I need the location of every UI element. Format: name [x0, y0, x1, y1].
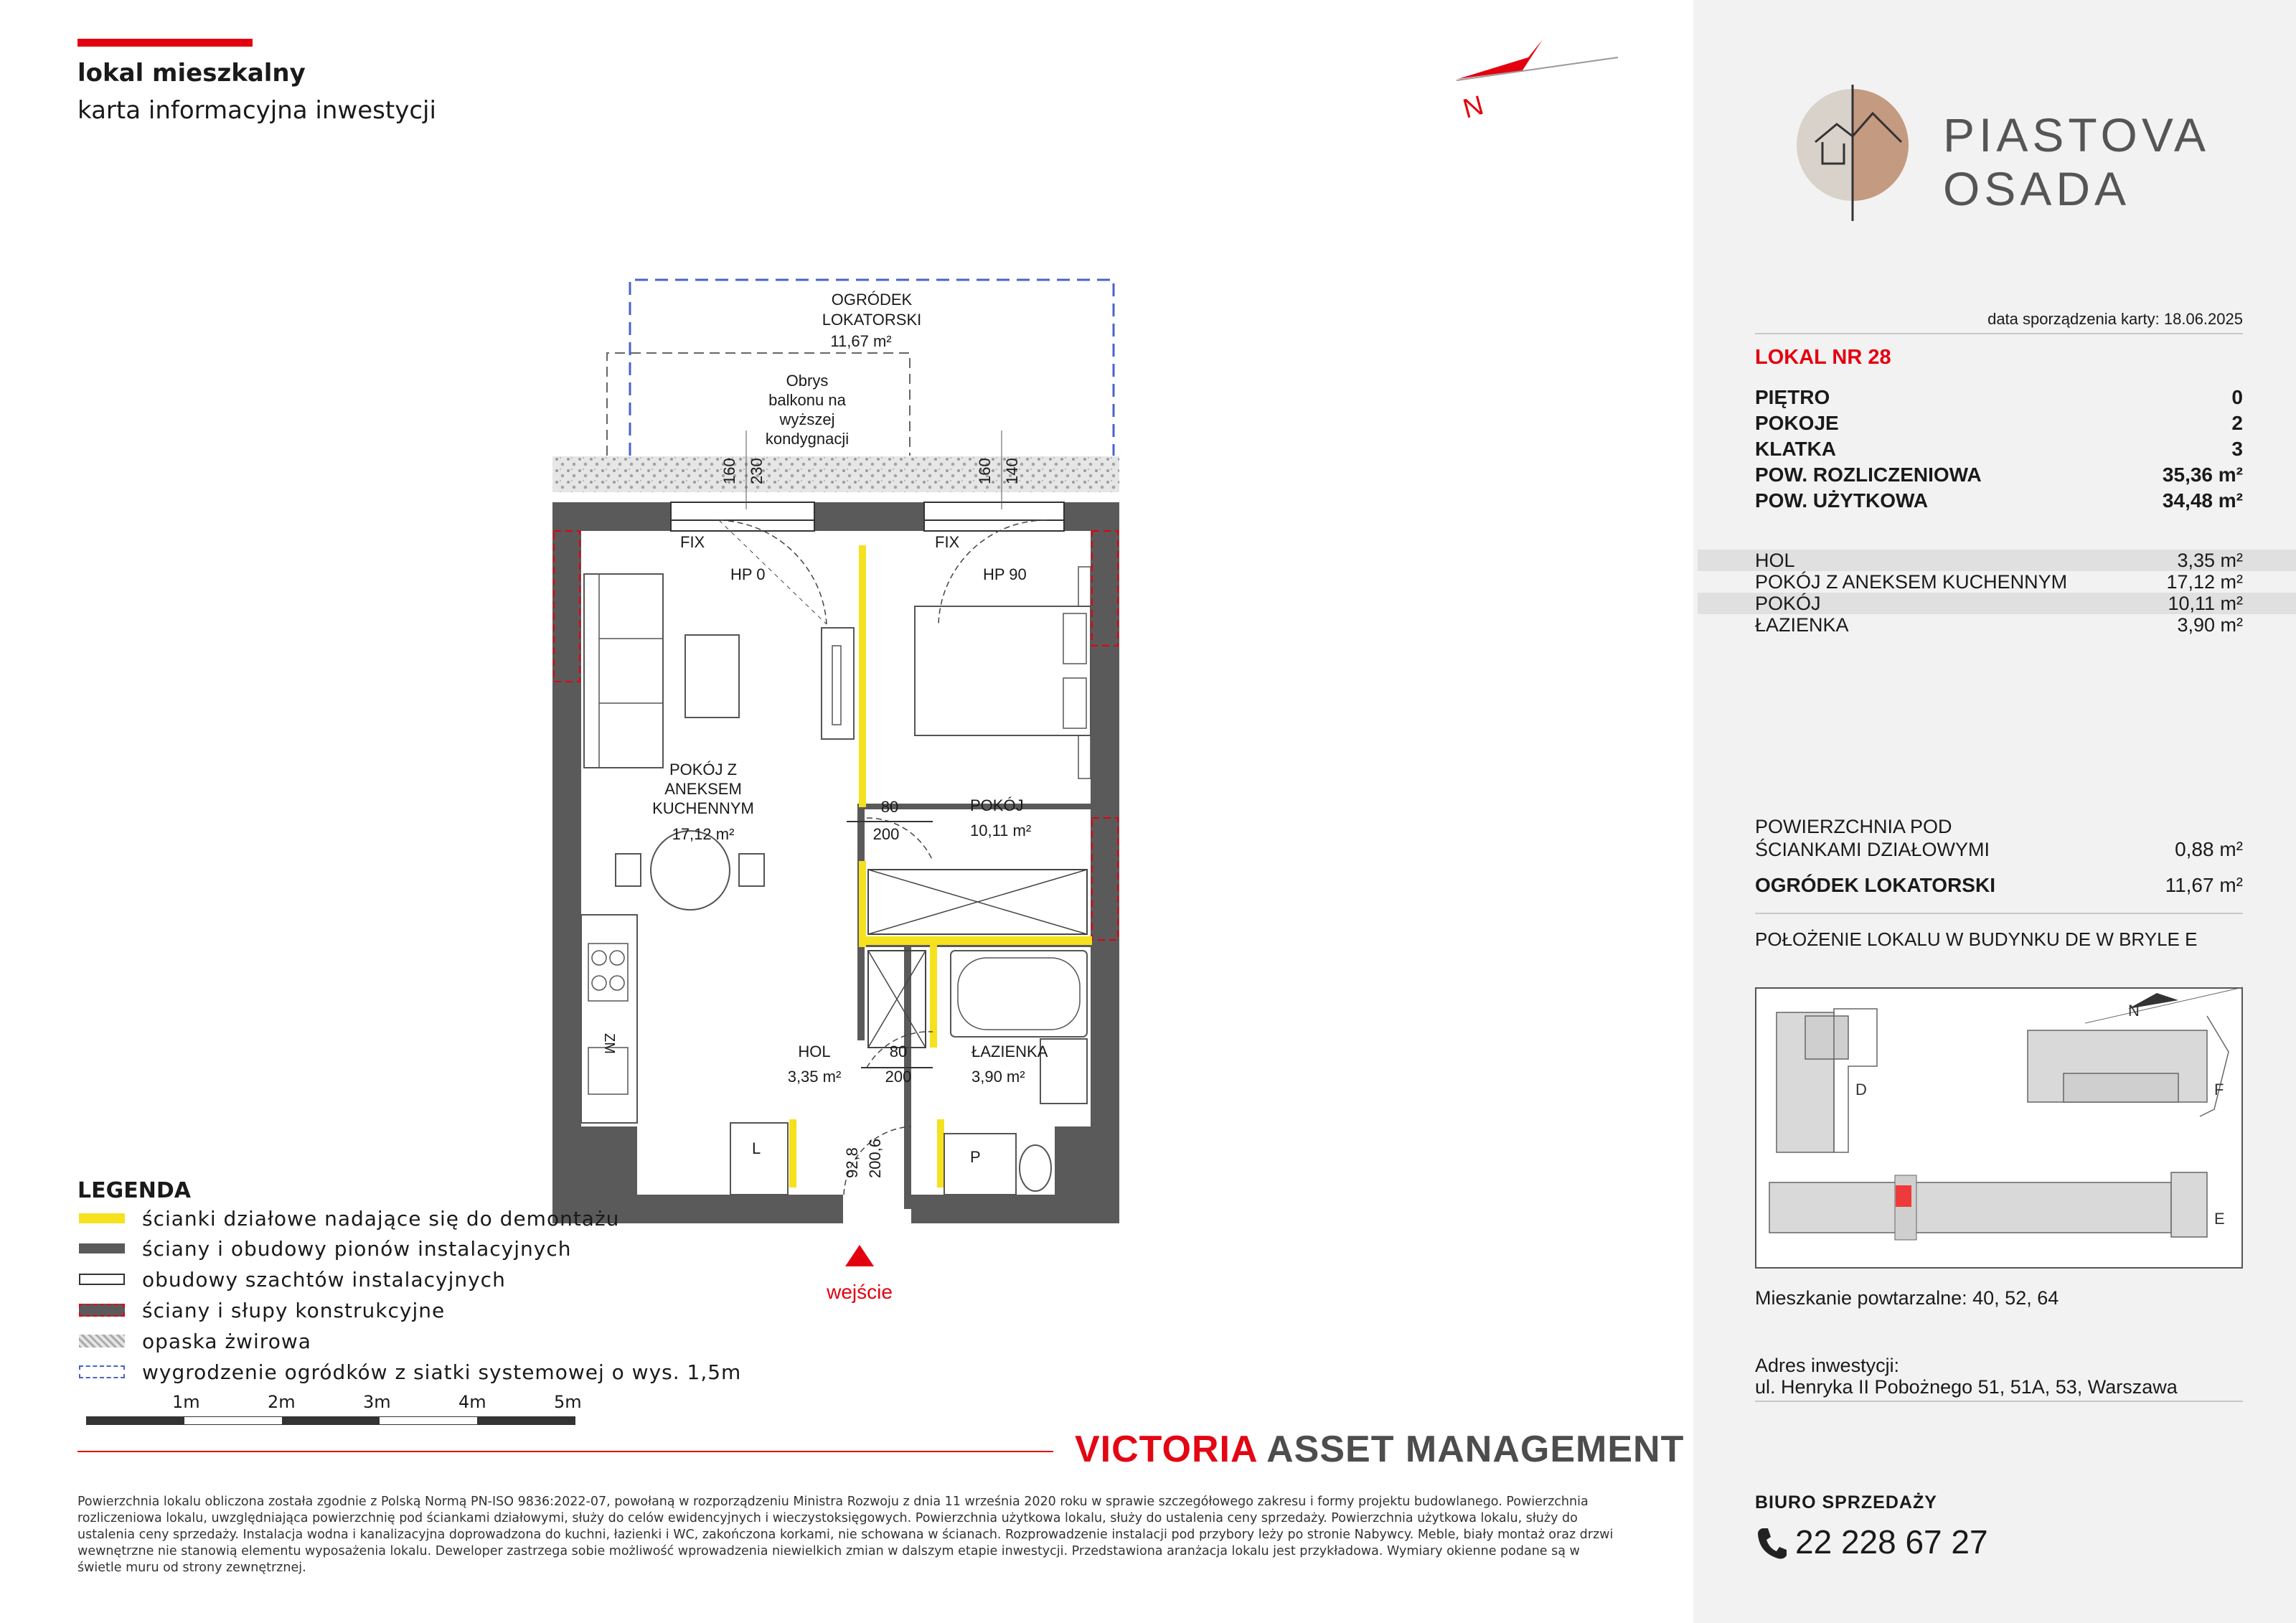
room-row: POKÓJ 10,11 m²	[1698, 593, 2296, 614]
window2-height: 160	[976, 458, 994, 484]
garden-label-2: LOKATORSKI	[822, 311, 922, 329]
sales-label: BIURO SPRZEDAŻY	[1755, 1492, 1937, 1513]
spec-row: POW. UŻYTKOWA 34,48 m²	[1755, 489, 2243, 512]
legend-label: ściany i słupy konstrukcyjne	[142, 1298, 446, 1322]
scale-label: 1m	[172, 1392, 200, 1412]
balcony-label-4: kondygnacji	[765, 430, 850, 448]
compass-letter: N	[1459, 90, 1487, 125]
spec-row: POW. ROZLICZENIOWA 35,36 m²	[1755, 464, 2243, 486]
garden-label: OGRÓDEK LOKATORSKI	[1755, 874, 1995, 896]
divider	[1755, 333, 2243, 334]
legend-swatch	[79, 1274, 125, 1285]
door1-height: 200	[872, 825, 900, 843]
entry-width: 92,8	[843, 1147, 861, 1178]
entry-arrow-icon	[845, 1245, 874, 1266]
cabinet-label: L	[752, 1139, 761, 1157]
legend-swatch	[79, 1243, 125, 1253]
room1-label-1: POKÓJ Z	[669, 761, 738, 778]
wall-area-value: 0,88 m²	[2175, 838, 2243, 860]
legend-swatch	[79, 1365, 125, 1378]
balcony-label-2: balkonu na	[768, 391, 846, 409]
room-row: HOL 3,35 m²	[1698, 550, 2296, 571]
gravel-strip	[552, 456, 1119, 492]
phone-number[interactable]: 22 228 67 27	[1795, 1523, 1988, 1561]
legend-item	[79, 1265, 506, 1294]
fix-label-1: FIX	[680, 533, 705, 551]
balcony-label-1: Obrys	[786, 372, 829, 390]
site-map	[1755, 987, 2243, 1269]
spec-row: KLATKA 3	[1755, 438, 2243, 460]
card-date: data sporządzenia karty: 18.06.2025	[1987, 310, 2243, 328]
logo-line1: PIASTOVA	[1943, 108, 2211, 161]
hol-area: 3,35 m²	[787, 1068, 842, 1086]
door1-width: 80	[880, 798, 899, 816]
scale-bar	[86, 1416, 575, 1425]
garden-label-1: OGRÓDEK	[831, 291, 913, 309]
window2-width: 140	[1003, 458, 1021, 484]
bath-label: ŁAZIENKA	[971, 1043, 1048, 1060]
legend-swatch	[79, 1213, 125, 1223]
address-label: Adres inwestycji:	[1755, 1355, 1900, 1376]
divider	[1755, 913, 2243, 914]
washer-label: P	[970, 1148, 981, 1166]
logo-icon	[1794, 85, 1923, 228]
door2-height: 200	[885, 1068, 912, 1086]
room1-label-2: ANEKSEM	[664, 780, 742, 798]
hol-label: HOL	[798, 1043, 831, 1060]
legend-swatch	[79, 1304, 125, 1317]
legend-label: ściany i obudowy pionów instalacyjnych	[142, 1236, 572, 1261]
disclaimer: Powierzchnia lokalu obliczona została zgodnie z Polską Normą PN-ISO 9836:2022-07, powołaną w rozporządzeniu Ministra Rozwoju z dnia 11 września 2020 roku w sprawie szczegółowego zakresu i formy projektu budowlanego. Powierzchnia rozliczeniowa lokalu, uwzględniająca powierzchnię pod ściankami działowymi, służy do celów ewidencyjnych i wieczystoksięgowych. Powierzchnia użytkowa lokalu, służy do ustalenia ceny sprzedaży. Powierzchnia użytkowa lokalu, służy do ustalenia ceny sprzedaży. Instalacja wodna i kanalizacyjna doprowadzona do kuchni, łazienki i WC, zakończona korkami, nie schowana w ścianach. Rozprowadzenie instalacji pod przybory leży po stronie Nabywcy. Meble, biały montaż oraz drzwi wewnętrzne nie stanowią elementu wyposażenia lokalu. Deweloper zastrzega sobie możliwość wprowadzenia niewielkich zmian w dalszym etapie inwestycji. Przedstawiona aranżacja lokalu jest przykładowa. Wymiary okienne podane są w świetle muru od strony zewnętrznej.	[77, 1495, 1614, 1575]
garden-area: 11,67 m²	[830, 332, 892, 350]
wall-area-label: POWIERZCHNIA POD ŚCIANKAMI DZIAŁOWYMI	[1755, 816, 1990, 860]
spec-row: PIĘTRO 0	[1755, 386, 2243, 408]
legend-label: ścianki działowe nadające się do demontażu	[142, 1206, 620, 1231]
fix-label-2: FIX	[935, 533, 960, 551]
page-title: lokal mieszkalny	[77, 59, 306, 88]
legend-item	[79, 1327, 311, 1355]
footer-rule	[77, 1451, 1053, 1452]
legend-label: wygrodzenie ogródków z siatki systemowej o wys. 1,5m	[142, 1360, 742, 1384]
entry-height: 200,6	[866, 1138, 884, 1178]
balcony-label-3: wyższej	[779, 410, 835, 428]
unit-number: LOKAL NR 28	[1755, 346, 1891, 369]
room1-label-3: KUCHENNYM	[652, 799, 754, 817]
fridge-label: ZM	[601, 1033, 617, 1054]
room-row: POKÓJ Z ANEKSEM KUCHENNYM 17,12 m²	[1755, 571, 2243, 593]
room2-area: 10,11 m²	[970, 822, 1032, 839]
divider	[1755, 1401, 2243, 1402]
address: ul. Henryka II Pobożnego 51, 51A, 53, Warszawa	[1755, 1376, 2178, 1398]
window1-width: 230	[748, 458, 766, 484]
page-subtitle: karta informacyjna inwestycji	[77, 96, 436, 125]
floor-plan	[531, 273, 1148, 1303]
room1-area: 17,12 m²	[672, 825, 735, 843]
accent-bar	[77, 39, 253, 47]
compass-icon	[1449, 36, 1622, 125]
scale-labels	[86, 1392, 588, 1413]
scale-label: 3m	[363, 1392, 391, 1412]
bath-area: 3,90 m²	[971, 1068, 1025, 1086]
legend-item	[79, 1204, 619, 1233]
map-building-e: E	[2214, 1210, 2225, 1228]
legend-item	[79, 1234, 572, 1263]
map-building-d: D	[1855, 1081, 1867, 1099]
logo-line2: OSADA	[1943, 162, 2131, 215]
legend-item	[79, 1358, 741, 1386]
scale-label: 2m	[268, 1392, 296, 1412]
legend-label: opaska żwirowa	[142, 1329, 311, 1353]
location-label: POŁOŻENIE LOKALU W BUDYNKU DE W BRYLE E	[1755, 928, 2198, 950]
room2-label: POKÓJ	[970, 796, 1024, 814]
legend-item	[79, 1296, 445, 1325]
entry-label: wejście	[827, 1281, 893, 1303]
hp0-label: HP 0	[730, 565, 766, 583]
map-building-f: F	[2214, 1081, 2224, 1099]
door2-width: 80	[889, 1043, 908, 1060]
legend-title: LEGENDA	[77, 1178, 191, 1203]
spec-row: POKOJE 2	[1755, 412, 2243, 434]
garden-value: 11,67 m²	[2165, 874, 2243, 896]
room-row: ŁAZIENKA 3,90 m²	[1755, 614, 2243, 636]
brand-logo: VICTORIA ASSET MANAGEMENT	[1075, 1429, 1685, 1470]
legend-label: obudowy szachtów instalacyjnych	[142, 1267, 506, 1292]
map-compass-label: N	[2128, 1002, 2140, 1020]
window1-height: 160	[720, 458, 738, 484]
scale-label: 4m	[458, 1392, 486, 1412]
legend-swatch	[79, 1335, 125, 1347]
repeat-units: Mieszkanie powtarzalne: 40, 52, 64	[1755, 1287, 2059, 1309]
phone-icon	[1755, 1525, 1787, 1561]
scale-label: 5m	[554, 1392, 582, 1412]
balcony-outline	[607, 353, 910, 456]
hp90-label: HP 90	[983, 565, 1027, 583]
